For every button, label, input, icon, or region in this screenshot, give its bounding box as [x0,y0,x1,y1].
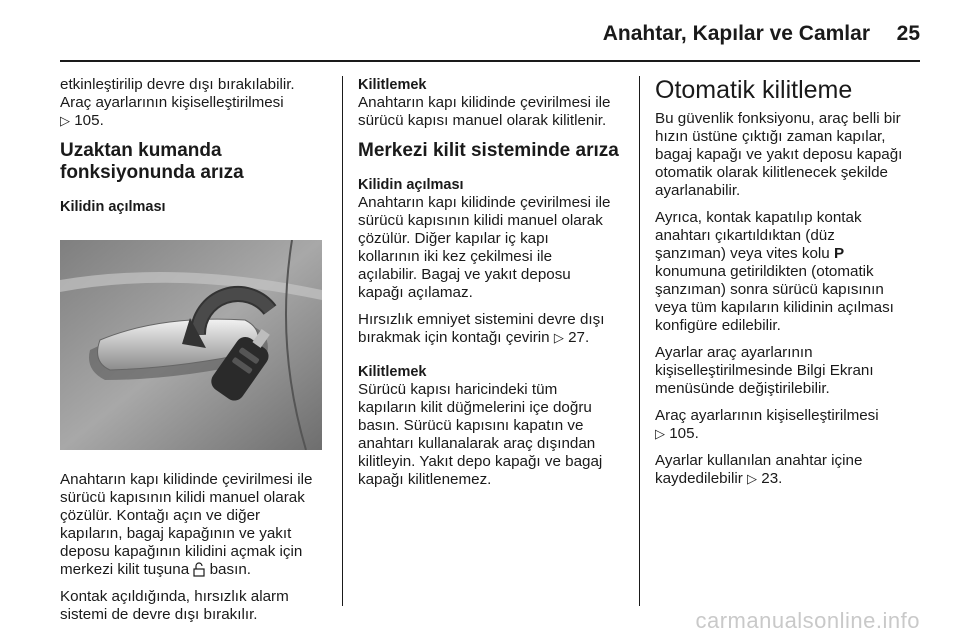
xref-arrow-icon: ▷ [60,113,70,128]
locking-paragraph: Anahtarın kapı kilidinde çevirilmesi ile sürücü kapısı manuel olarak kilitlenir. [358,94,611,129]
page-reference-link[interactable]: 27. [568,329,590,346]
watermark: carmanualsonline.info [695,608,920,633]
xref-arrow-icon: ▷ [655,426,665,441]
text-line: etkinleştirilip devre dışı bırakılabilir. [60,76,295,93]
door-handle-key-photo [60,240,322,450]
alarm-paragraph: Kontak açıldığında, hırsızlık alarm sistemi de devre dışı bırakılır. [60,588,289,623]
page-number: 25 [896,22,920,45]
subheading-locking: Kilitlemek [358,77,427,93]
personalization-reference-paragraph: Araç ayarlarının kişiselleştirilmesi ▷ 105. [655,407,879,442]
key-settings-paragraph: Ayarlar kullanılan anahtar içine kaydedilebilir ▷ 23. [655,452,863,487]
section-heading-auto-locking: Otomatik kilitleme [655,76,853,104]
page-reference-link[interactable]: 105. [74,112,104,129]
auto-lock-paragraph: Bu güvenlik fonksiyonu, araç belli bir hızın üstüne çıktığı zaman kapılar, bagaj kapağı ve yakıt deposu kapağı otomatik olarak kilitlenecek şekilde ayarlanabilir. [655,110,903,199]
unlock-instructions-paragraph: Anahtarın kapı kilidinde çevirilmesi ile sürücü kapısının kilidi manuel olarak çözülür. Kontağı açın ve diğer kapıların, bagaj kapağının ve yakıt deposu kapağının kilidini açmak için merkezi kilit tuşuna basın. [60,471,313,578]
auto-unlock-paragraph: Ayrıca, kontak kapatılıp kontak anahtarı çıkartıldıktan (düz şanzıman) veya vites kolu P konumuna getirildikten (otomatik şanzıman) sonra sürücü kapısının veya tüm kapıların kilidinin açılması konfigüre edilebilir. [655,209,894,334]
page-header-title: Anahtar, Kapılar ve Camlar [602,22,870,45]
anti-theft-paragraph: Hırsızlık emniyet sistemini devre dışı bırakmak için kontağı çevirin ▷ 27. [358,311,605,346]
subheading-unlocking-2: Kilidin açılması [358,177,464,193]
gear-position-label: P [833,245,845,262]
subheading-locking-2: Kilitlemek [358,364,427,380]
section-heading-central-locking-fault: Merkezi kilit sisteminde arıza [358,140,619,161]
column-2 [358,76,633,498]
column-1 [60,76,332,633]
xref-arrow-icon: ▷ [553,330,564,345]
central-unlock-paragraph: Anahtarın kapı kilidinde çevirilmesi ile sürücü kapısının kilidi manuel olarak çözülür. Diğer kapılar iç kapı kollarının iki kez çekilmesi ile açılabilir. Bagaj ve yakıt deposu kapağı açılamaz. [358,194,611,301]
xref-arrow-icon: ▷ [747,471,758,486]
manual-locking-paragraph: Sürücü kapısı haricindeki tüm kapıların kilit düğmelerini içe doğru basın. Sürücü kapısını kapatın ve anahtarı kullanalarak araç dışından kilitleyin. Yakıt depo kapağı ve bagaj kapağı kilitlenemez. [358,381,603,488]
header-rule [60,60,920,62]
settings-paragraph: Ayarlar araç ayarlarının kişiselleştirilmesinde Bilgi Ekranı menüsünde değiştirilebilir. [655,344,874,397]
subheading-unlocking: Kilidin açılması [60,199,166,215]
page-reference-link[interactable]: 23. [761,470,783,487]
padlock-open-icon [193,562,205,577]
intro-paragraph [60,76,332,130]
column-divider-right [639,76,640,606]
section-heading-remote-fault: Uzaktan kumanda fonksiyonunda arıza [60,140,244,183]
column-3 [655,76,920,497]
column-divider-left [342,76,343,606]
text-line: Araç ayarlarının kişiselleştirilmesi [60,94,284,111]
page-reference-link[interactable]: 105. [669,425,699,442]
